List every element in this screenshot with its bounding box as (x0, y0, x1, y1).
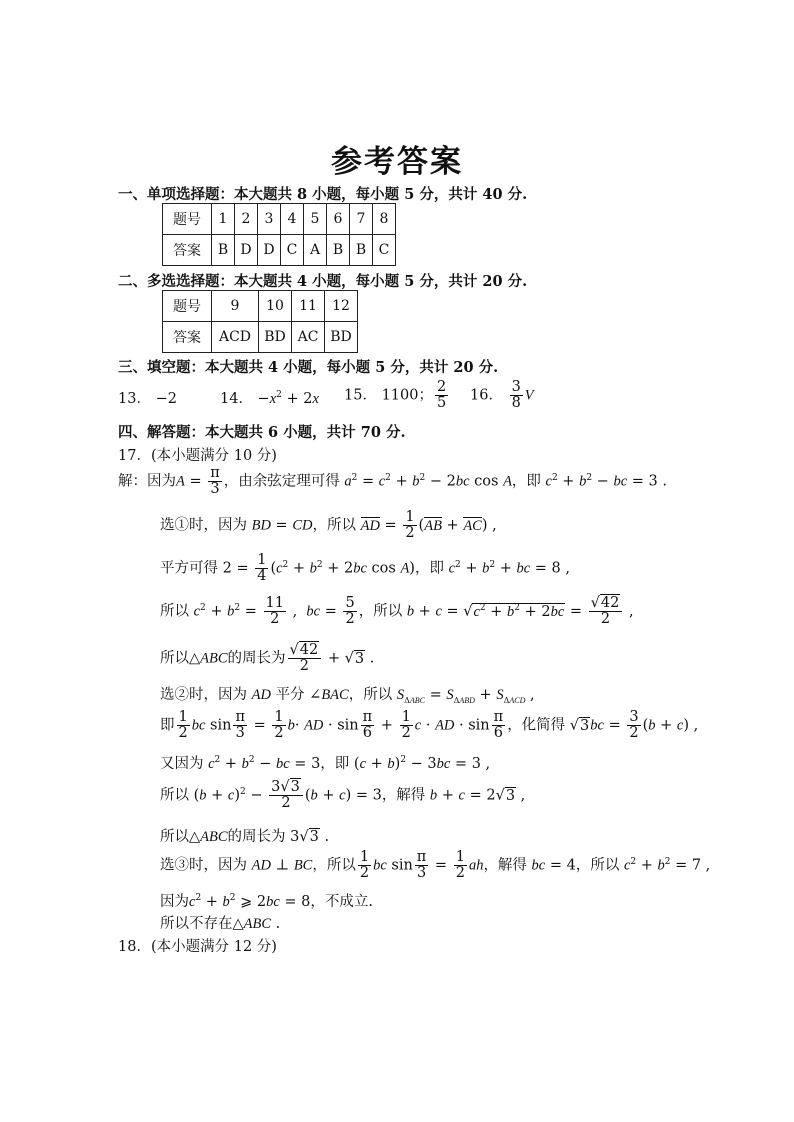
table-cell: 4 (281, 204, 304, 235)
table-cell: BD (325, 322, 358, 353)
text: 选①时，因为 (160, 517, 247, 534)
solution-line-4: 所以 $c^2 + b^2$ = $\frac{11}{2}$ , bc = $\frac{5}{2}$ ，所以 $b + c = √c^2 + b^2 + 2bc$ = $\frac{√42}{2}$ , (160, 595, 634, 628)
text: ，即 (320, 756, 350, 772)
text: 平分 (275, 687, 305, 703)
answer-value: −2 (155, 391, 177, 407)
table-cell: 5 (304, 204, 327, 235)
problem-17-header: 17．(本小题满分 10 分) (118, 448, 277, 464)
table-cell: C (281, 235, 304, 266)
solution-line-13: 所以不存在△ABC . (160, 916, 281, 932)
table-cell: D (258, 235, 281, 266)
table-cell: 8 (373, 204, 396, 235)
text: 又因为 (160, 756, 204, 772)
text: ，化简得 (507, 717, 566, 734)
table-cell: 7 (350, 204, 373, 235)
section-heading-solutions: 四、解答题：本大题共 6 小题，共计 70 分. (118, 424, 406, 441)
table-cell: 题号 (163, 291, 212, 322)
table-row (163, 322, 358, 353)
answer-value: 1100； (381, 387, 433, 404)
table-cell: A (304, 235, 327, 266)
text: ，即 (414, 560, 444, 577)
answer-14: 14． $-x^2 + 2x$ (220, 390, 319, 407)
solution-line-12: 因为$c^2 + b^2$ ⩾ 2bc = 8，不成立. (160, 893, 374, 910)
table-cell: BD (259, 322, 292, 353)
section-heading-fill-blank: 三、填空题：本大题共 4 小题，每小题 5 分，共计 20 分. (118, 359, 499, 376)
table-cell: 答案 (163, 322, 212, 353)
text: 选②时，因为 (160, 687, 247, 703)
text: 即 (160, 717, 175, 734)
table-cell: C (373, 235, 396, 266)
solution-line-1: 解：因为A = $\frac{\pi}{3}$ ，由余弦定理可得 $a^2 = c^2 + b^2 - 2bc$ cos A，即 $c^2 + b^2$ − bc = 3 . (118, 465, 667, 498)
table-cell: ACD (212, 322, 259, 353)
page-title: 参考答案 (331, 144, 463, 180)
text: ，所以 (358, 603, 403, 620)
table-row (163, 204, 396, 235)
solution-line-5: 所以△ABC的周长为 $\frac{√42}{2}$ + √3 . (160, 642, 375, 675)
text: 所以不存在 (160, 916, 233, 932)
table-cell: 答案 (163, 235, 212, 266)
answer-16: 16． $\frac{3}{8}$ V (470, 379, 534, 412)
text: ，解得 (381, 787, 426, 804)
text: 平方可得 (160, 560, 218, 577)
table-cell: 9 (212, 291, 259, 322)
solution-line-8: 又因为 $c^2 + b^2$ − bc = 3，即 $(c + b)^2 - 3bc = 3$ , (160, 755, 491, 772)
text: ，所以 (312, 517, 356, 534)
solution-line-7: 即 $\frac{1}{2}$ bc sin $\frac{\pi}{3}$ = $\frac{1}{2}$ b· AD · sin $\frac{\pi}{6}$ + $\frac{1}{2}$ c · AD · sin $\frac{\pi}{6}$ ，化简得 √3bc = $\frac{3}{2}$ (b + c) , (160, 709, 699, 742)
text: 因为 (160, 894, 189, 910)
text: 选③时，因为 (160, 857, 247, 874)
text: 所以 (160, 787, 189, 804)
label: 解： (118, 473, 147, 490)
text: ，由余弦定理可得 (223, 473, 340, 490)
table-cell: B (350, 235, 373, 266)
table-cell: 6 (327, 204, 350, 235)
text: 所以 (160, 603, 189, 620)
text: 所以 (160, 650, 189, 667)
solution-line-9: 所以 $(b + c)^2$ − $\frac{3√3}{2}$ (b + c) = 3，解得 b + c = 2√3 , (160, 779, 526, 812)
text: 因为 (147, 473, 176, 490)
table-cell: 11 (292, 291, 325, 322)
answer-table-single-choice (162, 203, 396, 266)
section-heading-single-choice: 一、单项选择题：本大题共 8 小题，每小题 5 分，共计 40 分. (118, 186, 528, 203)
question-number: 13． (118, 391, 151, 407)
table-cell: 1 (212, 204, 235, 235)
table-row (163, 235, 396, 266)
text: ，即 (511, 473, 541, 490)
answer-15: 15． 1100； $\frac{2}{5}$ (344, 379, 447, 412)
table-cell: 3 (258, 204, 281, 235)
solution-line-2: 选①时，因为 BD = CD，所以 AD = $\frac{1}{2}$ (AB + AC) , (160, 509, 497, 542)
answer-13 (118, 387, 177, 408)
table-cell: D (235, 235, 258, 266)
table-cell: 12 (325, 291, 358, 322)
question-number: 15． (344, 387, 377, 404)
question-number: 14． (220, 391, 253, 407)
section-heading-multi-choice: 二、多选选择题：本大题共 4 小题，每小题 5 分，共计 20 分. (118, 273, 528, 290)
text: ，不成立. (310, 894, 374, 910)
table-cell: 题号 (163, 204, 212, 235)
table-cell: 10 (259, 291, 292, 322)
text: ，解得 (483, 857, 527, 874)
table-cell: B (212, 235, 235, 266)
text: 所以 (160, 829, 189, 845)
solution-line-11: 选③时，因为 AD ⊥ BC，所以 $\frac{1}{2}$ bc sin $\frac{\pi}{3}$ = $\frac{1}{2}$ ah，解得 bc = 4，所以 $c^2 + b^2 = 7$ , (160, 849, 711, 882)
answer-table-multi-choice (162, 290, 358, 353)
solution-line-10: 所以△ABC的周长为 3√3 . (160, 829, 330, 845)
text: 的周长为 (227, 829, 286, 845)
text: ，所以 (575, 857, 620, 874)
text: ，所以 (348, 687, 393, 703)
table-row (163, 291, 358, 322)
problem-18-header: 18．(本小题满分 12 分) (118, 939, 277, 955)
question-number: 16． (470, 387, 503, 404)
table-cell: 2 (235, 204, 258, 235)
table-cell: AC (292, 322, 325, 353)
solution-line-3: 平方可得 2 = $\frac{1}{4}$ ($c^2 + b^2 + 2bc$ cos A)，即 $c^2 + b^2$ + bc = 8 , (160, 552, 570, 585)
text: ，所以 (312, 857, 356, 874)
table-cell: B (327, 235, 350, 266)
text: 的周长为 (227, 650, 286, 667)
solution-line-6: 选②时，因为 AD 平分 ∠BAC，所以 $S_{\Delta ABC} = S_{\Delta ABD} + S_{\Delta ACD}$ , (160, 687, 535, 705)
